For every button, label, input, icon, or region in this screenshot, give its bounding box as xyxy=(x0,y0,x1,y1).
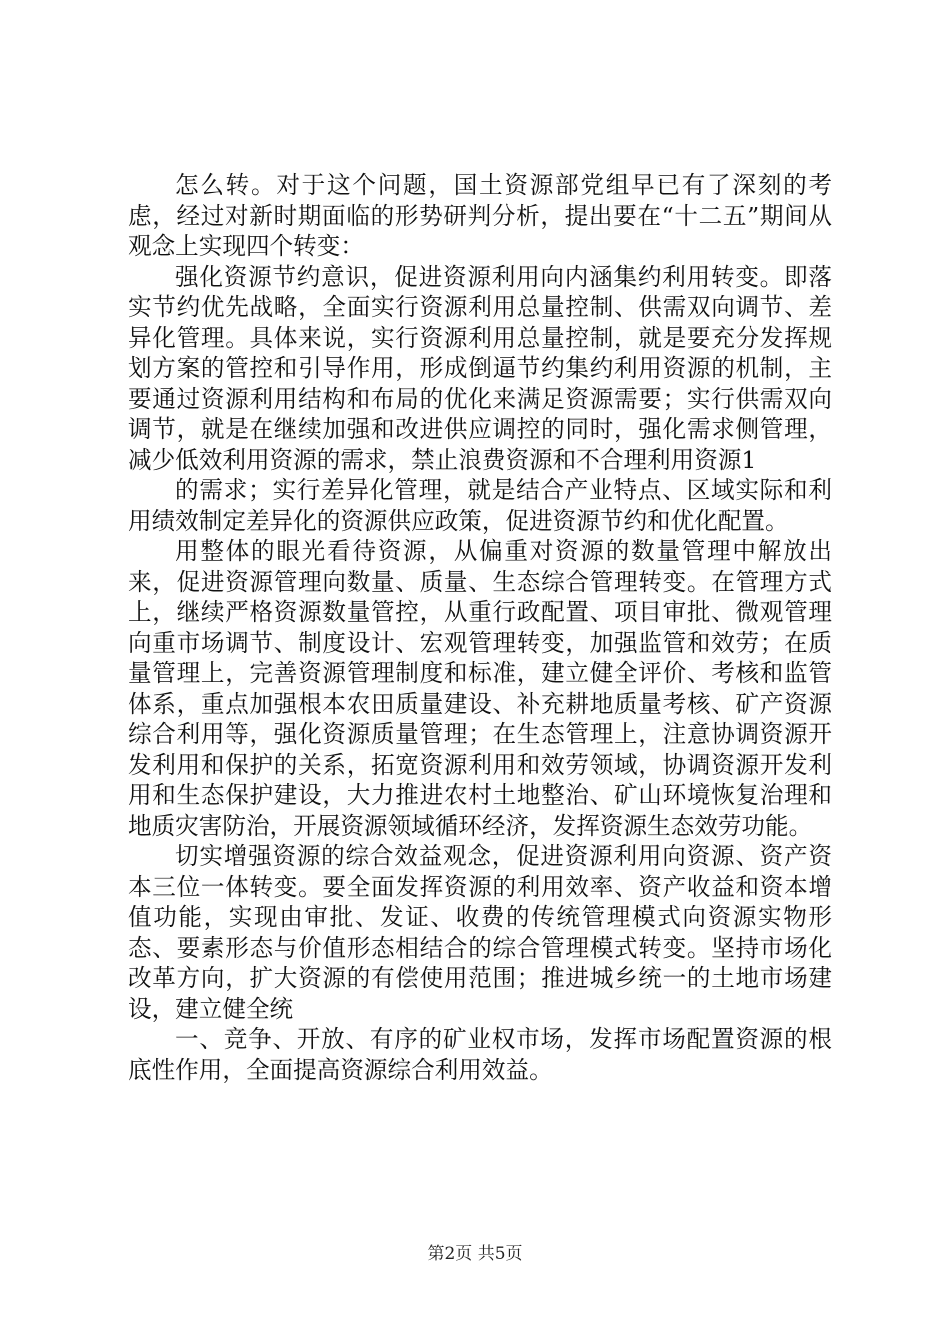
paragraph-6: 一、竞争、开放、有序的矿业权市场，发挥市场配置资源的根底性作用，全面提高资源综合利用效益。 xyxy=(128,1025,832,1084)
paragraph-3: 的需求；实行差异化管理，就是结合产业特点、区域实际和利用绩效制定差异化的资源供应政策，促进资源节约和优化配置。 xyxy=(128,476,832,535)
document-body xyxy=(128,170,832,1085)
paragraph-2: 强化资源节约意识，促进资源利用向内涵集约利用转变。即落实节约优先战略，全面实行资源利用总量控制、供需双向调节、差异化管理。具体来说，实行资源利用总量控制，就是要充分发挥规划方案的管控和引导作用，形成倒逼节约集约利用资源的机制，主要通过资源利用结构和布局的优化来满足资源需要；实行供需双向调节，就是在继续加强和改进供应调控的同时，强化需求侧管理，减少低效利用资源的需求，禁止浪费资源和不合理利用资源1 xyxy=(128,262,832,474)
paragraph-4: 用整体的眼光看待资源，从偏重对资源的数量管理中解放出来，促进资源管理向数量、质量、生态综合管理转变。在管理方式上，继续严格资源数量管控，从重行政配置、项目审批、微观管理向重市场调节、制度设计、宏观管理转变，加强监管和效劳；在质量管理上，完善资源管理制度和标准，建立健全评价、考核和监管体系，重点加强根本农田质量建设、补充耕地质量考核、矿产资源综合利用等，强化资源质量管理；在生态管理上，注意协调资源开发利用和保护的关系，拓宽资源利用和效劳领域，协调资源开发利用和生态保护建设，大力推进农村土地整治、矿山环境恢复治理和地质灾害防治，开展资源领域循环经济，发挥资源生态效劳功能。 xyxy=(128,537,832,840)
paragraph-1: 怎么转。对于这个问题，国土资源部党组早已有了深刻的考虑，经过对新时期面临的形势研判分析，提出要在“十二五”期间从观念上实现四个转变： xyxy=(128,171,832,260)
paragraph-5: 切实增强资源的综合效益观念，促进资源利用向资源、资产资本三位一体转变。要全面发挥资源的利用效率、资产收益和资本增值功能，实现由审批、发证、收费的传统管理模式向资源实物形态、要素形态与价值形态相结合的综合管理模式转变。坚持市场化改革方向，扩大资源的有偿使用范围；推进城乡统一的土地市场建设，建立健全统 xyxy=(128,842,832,1023)
page-number-footer: 第2页 共5页 xyxy=(427,1244,523,1264)
